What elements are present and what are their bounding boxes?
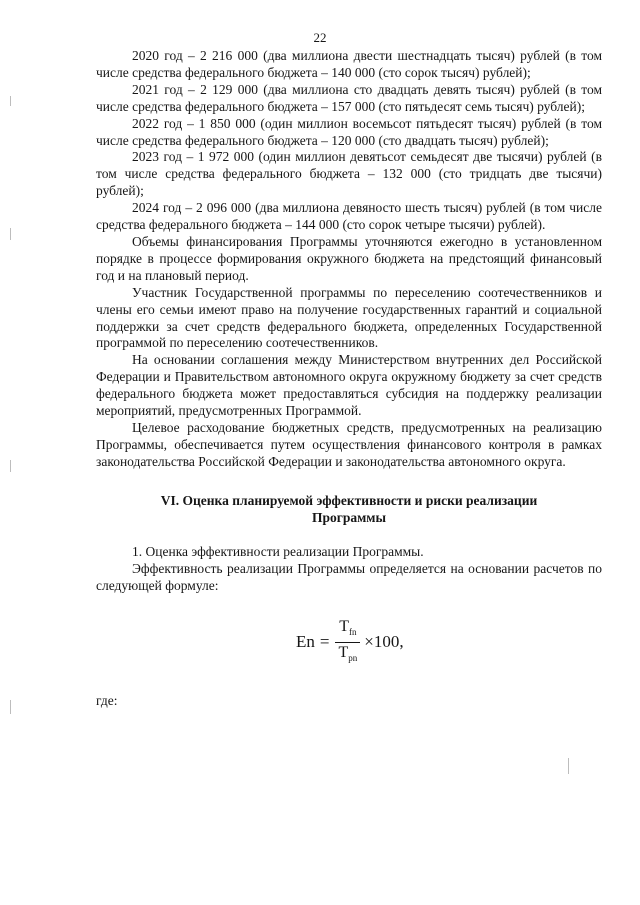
scan-edge-mark [10,700,11,714]
where-label: где: [96,693,118,709]
formula-numerator: $T_{fn}$ [339,617,357,637]
formula-rhs: ×100, [364,631,404,651]
paragraph-participant-rights: Участник Государственной программы по переселению соотечественников и члены его семьи имеют право на получение государственных гарантий и социальной поддержки за счет средств федерального бюджета, определенных Государственной программой по переселению соотечественников. [96,284,602,351]
paragraph-2020: 2020 год – 2 216 000 (два миллиона двести шестнадцать тысяч) рублей (в том числе средства федерального бюджета – 140 000 (сто сорок тысяч) рублей); [96,48,602,80]
scan-edge-mark [10,460,11,472]
scan-edge-mark [10,96,11,106]
paragraph-2023: 2023 год – 1 972 000 (один миллион девятьсот семьдесят две тысячи) рублей (в том числе средства федерального бюджета – 132 000 (сто тридцать две тысячи) рублей); [96,149,602,199]
section-heading-line1: VI. Оценка планируемой эффективности и риски реализации [160,492,538,508]
scan-edge-mark [568,758,569,774]
paragraph-financing-volumes: Объемы финансирования Программы уточняются ежегодно в установленном порядке в процессе формирования окружного бюджета на предстоящий финансовый год и на плановый период. [96,233,602,283]
formula-fraction [335,617,360,668]
paragraph-2022: 2022 год – 1 850 000 (один миллион восемьсот пятьдесят тысяч) рублей (в том числе средства федерального бюджета – 120 000 (сто двадцать тысяч) рублей); [96,115,602,148]
paragraph-targeted-spending: Целевое расходование бюджетных средств, предусмотренных на реализацию Программы, обеспечивается путем осуществления финансового контроля в рамках законодательства Российской Федерации и законодательства автономного округа. [96,419,602,469]
scan-edge-mark [10,228,11,240]
paragraph-agreement: На основании соглашения между Министерством внутренних дел Российской Федерации и Правительством автономного округа окружному бюджету за счет средств федерального бюджета может предоставляться субсидия на поддержку реализации мероприятий, предусмотренных Программой. [96,352,602,419]
paragraph-2024: 2024 год – 2 096 000 (два миллиона девяносто шесть тысяч) рублей (в том числе средства федерального бюджета – 144 000 (сто сорок четыре тысячи) рублей). [96,200,602,233]
formula-denominator: $T_{pn}$ [338,643,358,663]
formula-equals: = [319,631,330,651]
section-heading-line2: Программы [311,509,387,525]
efficiency-formula [96,617,602,667]
formula-lhs: En [296,631,315,651]
paragraph-2021: 2021 год – 2 129 000 (два миллиона сто двадцать девять тысяч) рублей (в том числе средства федерального бюджета – 157 000 (сто пятьдесят семь тысяч) рублей); [96,81,602,114]
section-item-1-text: Эффективность реализации Программы определяется на основании расчетов по следующей формуле: [96,561,602,594]
page-number: 22 [313,30,327,45]
section-item-1: 1. Оценка эффективности реализации Программы. [132,544,424,560]
document-body [96,48,602,710]
section-heading [96,493,602,527]
